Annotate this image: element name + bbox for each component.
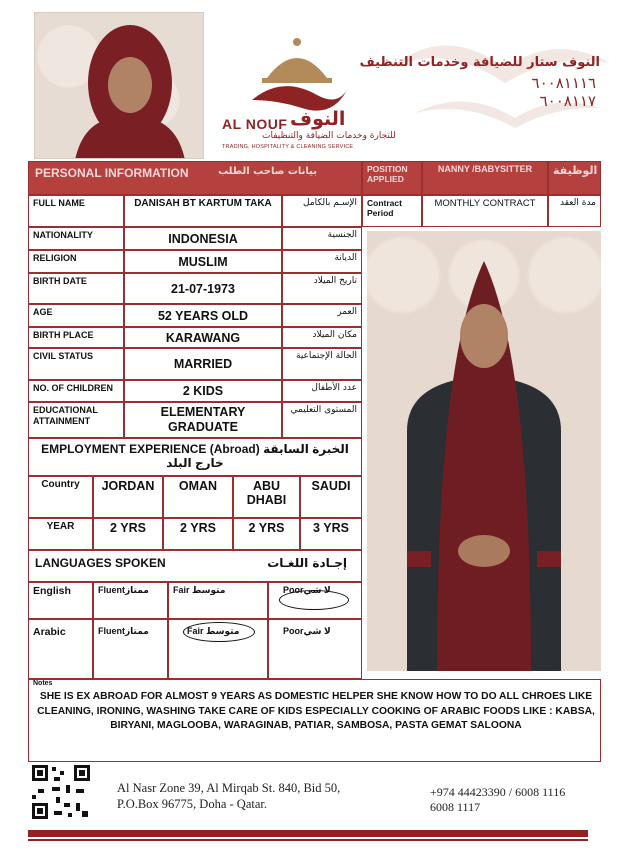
notes-label: Notes <box>33 680 53 687</box>
language-arabic: Arabic <box>28 619 93 679</box>
contract-period-label: Contract Period <box>362 195 422 227</box>
employment-country-4: SAUDI <box>300 476 362 518</box>
footer-phone-line-2: 6008 1117 <box>430 800 481 814</box>
nationality-label: NATIONALITY <box>28 227 124 250</box>
contract-period-value: MONTHLY CONTRACT <box>422 195 548 227</box>
position-applied-label: POSITION APPLIED <box>362 161 422 195</box>
employment-header: EMPLOYMENT EXPERIENCE (Abroad) الخبرة السابقة خارج البلد <box>28 438 362 476</box>
footer-phone <box>430 785 590 815</box>
languages-header <box>28 550 362 582</box>
candidate-photo-full <box>367 231 601 671</box>
birth-date-label: BIRTH DATE <box>28 273 124 304</box>
employment-country-1: JORDAN <box>93 476 163 518</box>
full-name-value: DANISAH BT KARTUM TAKA <box>124 195 282 227</box>
employment-country-2: OMAN <box>163 476 233 518</box>
civil-status-value: MARRIED <box>124 348 282 380</box>
education-value: ELEMENTARY GRADUATE <box>124 402 282 438</box>
religion-value: MUSLIM <box>124 250 282 273</box>
languages-title: LANGUAGES SPOKEN <box>35 556 166 570</box>
logo-subtitle-ar: للتجارة وخدمات الضيافة والتنظيفات <box>262 131 396 141</box>
footer-address <box>117 780 340 812</box>
age-ar: العمر <box>282 304 362 327</box>
logo-subtitle-en: TRADING, HOSPITALITY & CLEANING SERVICE <box>222 144 354 150</box>
employment-year-1: 2 YRS <box>93 518 163 550</box>
employment-country-3: ABU DHABI <box>233 476 300 518</box>
age-label: AGE <box>28 304 124 327</box>
position-applied-ar: الوظيفة <box>548 161 601 195</box>
personal-info-title: PERSONAL INFORMATION <box>35 166 189 180</box>
company-phone-ar-2: ٦٠٠٨١١٧ <box>539 92 596 110</box>
arabic-fair: Fair متوسط <box>168 619 268 679</box>
employment-year-label: YEAR <box>28 518 93 550</box>
full-name-ar: الإسـم بالكامل <box>282 195 362 227</box>
position-applied-value: NANNY /BABYSITTER <box>422 161 548 195</box>
employment-year-3: 2 YRS <box>233 518 300 550</box>
languages-title-ar: إجـادة اللغـات <box>267 556 347 570</box>
nationality-value: INDONESIA <box>124 227 282 250</box>
civil-status-label: CIVIL STATUS <box>28 348 124 380</box>
english-fair: Fair متوسط <box>168 582 268 619</box>
english-poor: Poorلا شي <box>268 582 362 619</box>
civil-status-ar: الحالة الإجتماعية <box>282 348 362 380</box>
education-label: EDUCATIONAL ATTAINMENT <box>28 402 124 438</box>
children-ar: عدد الأطفال <box>282 380 362 402</box>
english-poor-selected-mark <box>279 590 349 610</box>
employment-year-2: 2 YRS <box>163 518 233 550</box>
arabic-poor: Poorلا شي <box>268 619 362 679</box>
arabic-fluent: Fluentممتاز <box>93 619 168 679</box>
nationality-ar: الجنسية <box>282 227 362 250</box>
children-value: 2 KIDS <box>124 380 282 402</box>
qr-code[interactable] <box>30 763 92 821</box>
english-fluent: Fluentممتاز <box>93 582 168 619</box>
footer-bar-thick <box>28 830 588 837</box>
birth-place-label: BIRTH PLACE <box>28 327 124 348</box>
birth-place-value: KARAWANG <box>124 327 282 348</box>
religion-ar: الديانة <box>282 250 362 273</box>
arabic-fair-selected-mark <box>183 622 255 642</box>
personal-info-title-ar: بيانات صاحب الطلب <box>218 166 317 177</box>
full-name-label: FULL NAME <box>28 195 124 227</box>
footer-address-line-1: Al Nasr Zone 39, Al Mirqab St. 840, Bid 50, <box>117 781 341 795</box>
logo-text-en: AL NOUF <box>222 116 288 132</box>
employment-year-4: 3 YRS <box>300 518 362 550</box>
language-english: English <box>28 582 93 619</box>
education-ar: المستوى التعليمي <box>282 402 362 438</box>
candidate-photo-small <box>34 12 204 159</box>
contract-period-ar: مدة العقد <box>548 195 601 227</box>
age-value: 52 YEARS OLD <box>124 304 282 327</box>
birth-place-ar: مكان الميلاد <box>282 327 362 348</box>
birth-date-value: 21-07-1973 <box>124 273 282 304</box>
personal-info-header <box>28 161 362 195</box>
logo-text-ar: النوف <box>290 108 346 130</box>
birth-date-ar: تاريخ الميلاد <box>282 273 362 304</box>
footer-address-line-2: P.O.Box 96775, Doha - Qatar. <box>117 797 267 811</box>
children-label: NO. OF CHILDREN <box>28 380 124 402</box>
religion-label: RELIGION <box>28 250 124 273</box>
company-phone-ar-1: ٦٠٠٨١١١٦ <box>531 74 596 92</box>
footer-bar-thin <box>28 839 588 841</box>
notes-text: SHE IS EX ABROAD FOR ALMOST 9 YEARS AS DOMESTIC HELPER SHE KNOW HOW TO DO ALL CHROES LIKE CLEANING, IRONING, WASHING TAKE CARE OF KIDS ESPECIALLY COOKING OF ARABIC FOODS LIKE : KABSA, BIRYANI, MAGLOOBA, WARAGINAB, PATIAR, SAMBOSA, PASTA GEMAT SALOONA <box>37 691 595 731</box>
employment-country-label: Country <box>28 476 93 518</box>
footer-phone-line-1: +974 44423390 / 6008 1116 <box>430 785 566 799</box>
company-name-ar: النوف ستار للضيافة وخدمات التنظيف <box>359 55 600 70</box>
